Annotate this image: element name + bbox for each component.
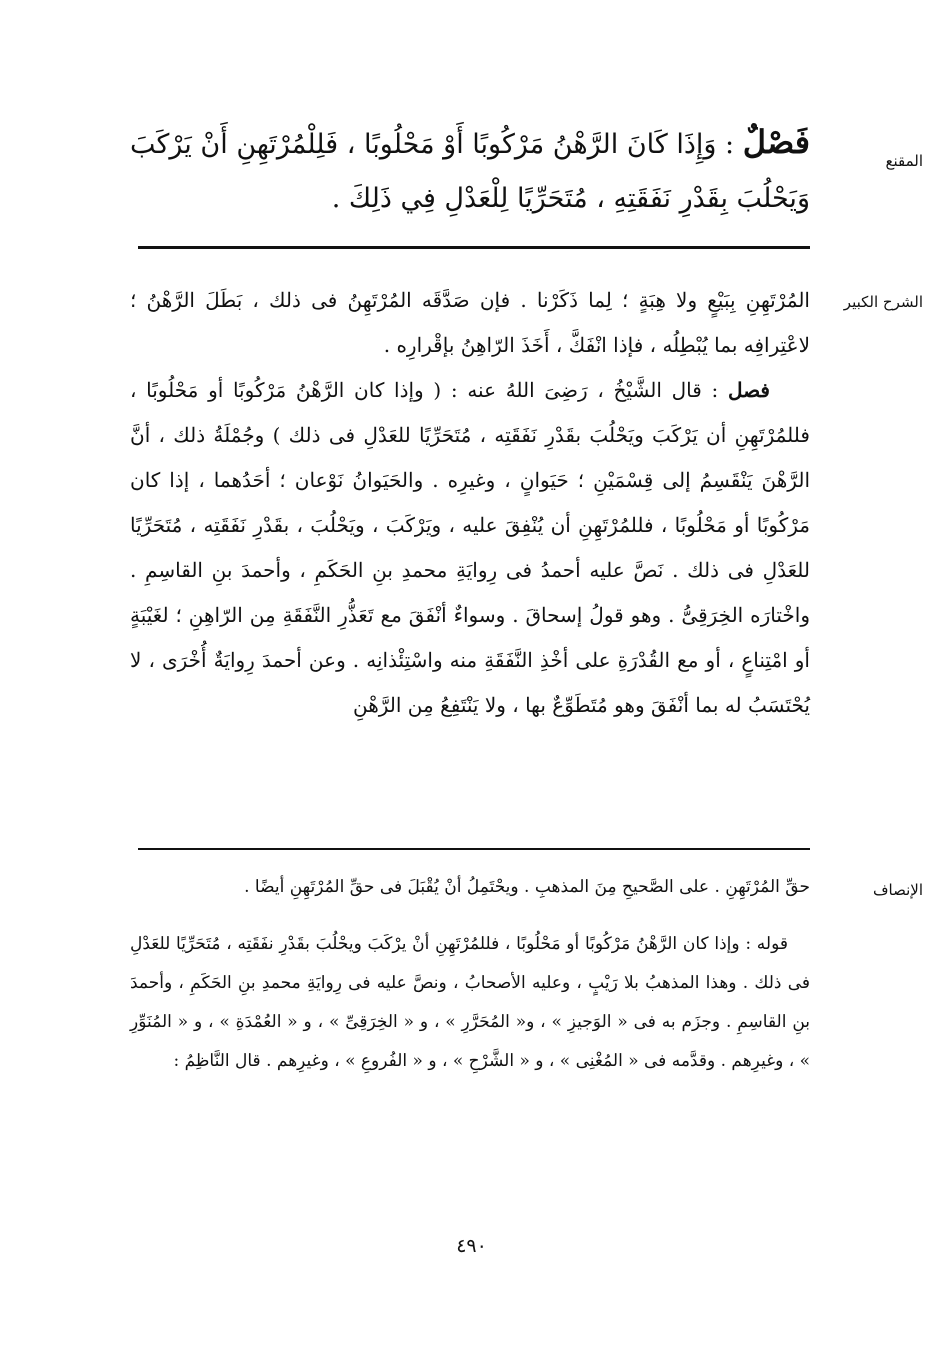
muqni-body: : وَإِذَا كَانَ الرَّهْنُ مَرْكُوبًا أَوْ مَحْلُوبًا ، فَلِلْمُرْتَهِنِ أَنْ يَرْكَبَ وَيَحْلُبَ بِقَدْرِ نَفَقَتِهِ ، مُتَحَرِّيًا لِلْعَدْلِ فِي ذَلِكَ . (130, 129, 810, 214)
muqni-label: المقنع (885, 152, 923, 170)
muqni-heading: فَصْلٌ (742, 123, 810, 161)
sharh-paragraph-2 (130, 368, 810, 728)
page-number: ٤٩٠ (456, 1235, 487, 1257)
section-divider-thick (138, 246, 810, 249)
sharh-text (130, 278, 810, 728)
insaf-note: حقِّ المُرْتَهِنِ . على الصَّحيحِ مِنَ المذهبِ . ويحْتَمِلُ أنْ يُقْبَلَ فى حقِّ المُرْتَهِنِ أيضًا . (244, 877, 810, 897)
muqni-paragraph (130, 115, 810, 226)
section-divider-thin (138, 848, 810, 850)
sharh-heading: فصل (727, 378, 770, 402)
sharh-body: : قال الشَّيْخُ ، رَضِىَ اللهُ عنه : ( وإذا كان الرَّهْنُ مَرْكُوبًا أو مَحْلُوبًا ، فللمُرْتَهِنِ أن يَرْكَبَ ويَحْلُبَ بقَدْرِ نَفَقَتِه ، مُتَحَرِّيًا للعَدْلِ فى ذلك ) وجُمْلَةُ ذلك ، أنَّ الرَّهْنَ يَنْقَسِمُ إلى قِسْمَيْنِ ؛ حَيَوانٍ ، وغيرِه . والحَيَوانُ نَوْعان ؛ أحَدُهما ، إذا كان مَرْكُوبًا أو مَحْلُوبًا ، فللمُرْتَهِنِ أن يُنْفِقَ عليه ، ويَرْكَبَ ، ويَحْلُبَ ، بقَدْرِ نَفَقَتِه ، مُتَحَرِّيًا للعَدْلِ فى ذلك . نَصَّ عليه أحمدُ فى رِوايَةِ محمدِ بنِ الحَكَمِ ، وأحمدَ بنِ القاسِمِ . واخْتارَه الخِرَقِىُّ . وهو قولُ إسحاقَ . وسواءٌ أنْفَقَ مع تَعَذُّرِ النَّفَقَةِ مِن الرّاهِنِ ؛ لغَيْبَةٍ أو امْتِناعٍ ، أو مع القُدْرَةِ على أخْذِ النَّفَقَةِ منه واسْتِئْذانِه . وعن أحمدَ رِوايَةٌ أُخْرَى ، لا يُحْتَسَبُ له بما أنْفَقَ وهو مُتَطَوِّعٌ بها ، ولا يَنْتَفِعُ مِن الرَّهْنِ (130, 378, 810, 717)
insaf-paragraph: قوله : وإذا كان الرَّهْنُ مَرْكُوبًا أو مَحْلُوبًا ، فللمُرْتَهِنِ أنْ يرْكَبَ ويحْلُبَ بقَدْرِ نفَقَتِه ، مُتَحَرِّيًا للعَدْلِ فى ذلك . وهذا المذهبُ بلا رَيْبٍ ، وعليه الأصحابُ ، ونصَّ عليه فى رِوايَةِ محمدِ بنِ الحَكَمِ ، وأحمدَ بنِ القاسِمِ . وجزَم به فى « الوَجيزِ » ، و« المُحَرَّرِ » ، و « الخِرَقِىِّ » ، و « العُمْدَةِ » ، و « المُنَوِّرِ » ، وغيرِهم . وقدَّمه فى « المُغْنِى » ، و « الشَّرْحِ » ، و « الفُروعِ » ، وغيرِهم . قال النَّاظِمُ : (130, 934, 810, 1071)
sharh-section (0, 278, 943, 838)
sharh-label: الشرح الكبير (843, 293, 923, 311)
muqni-text (130, 115, 810, 226)
insaf-text (130, 868, 810, 1081)
insaf-label: الإنصاف (872, 881, 923, 899)
sharh-paragraph-1: المُرْتَهِنِ بِبَيْعٍ ولا هِبَةٍ ؛ لِما ذَكَرْنا . فإن صَدَّقَه المُرْتَهِنُ فى ذلك ، بَطَلَ الرَّهْنُ ؛ لاعْتِرافِه بما يُبْطِلُه ، فإذا انْفَكَّ ، أَخَذَ الرّاهِنُ بإقْرارِه . (130, 288, 810, 357)
insaf-section (0, 868, 943, 1208)
muqni-section (0, 115, 943, 240)
